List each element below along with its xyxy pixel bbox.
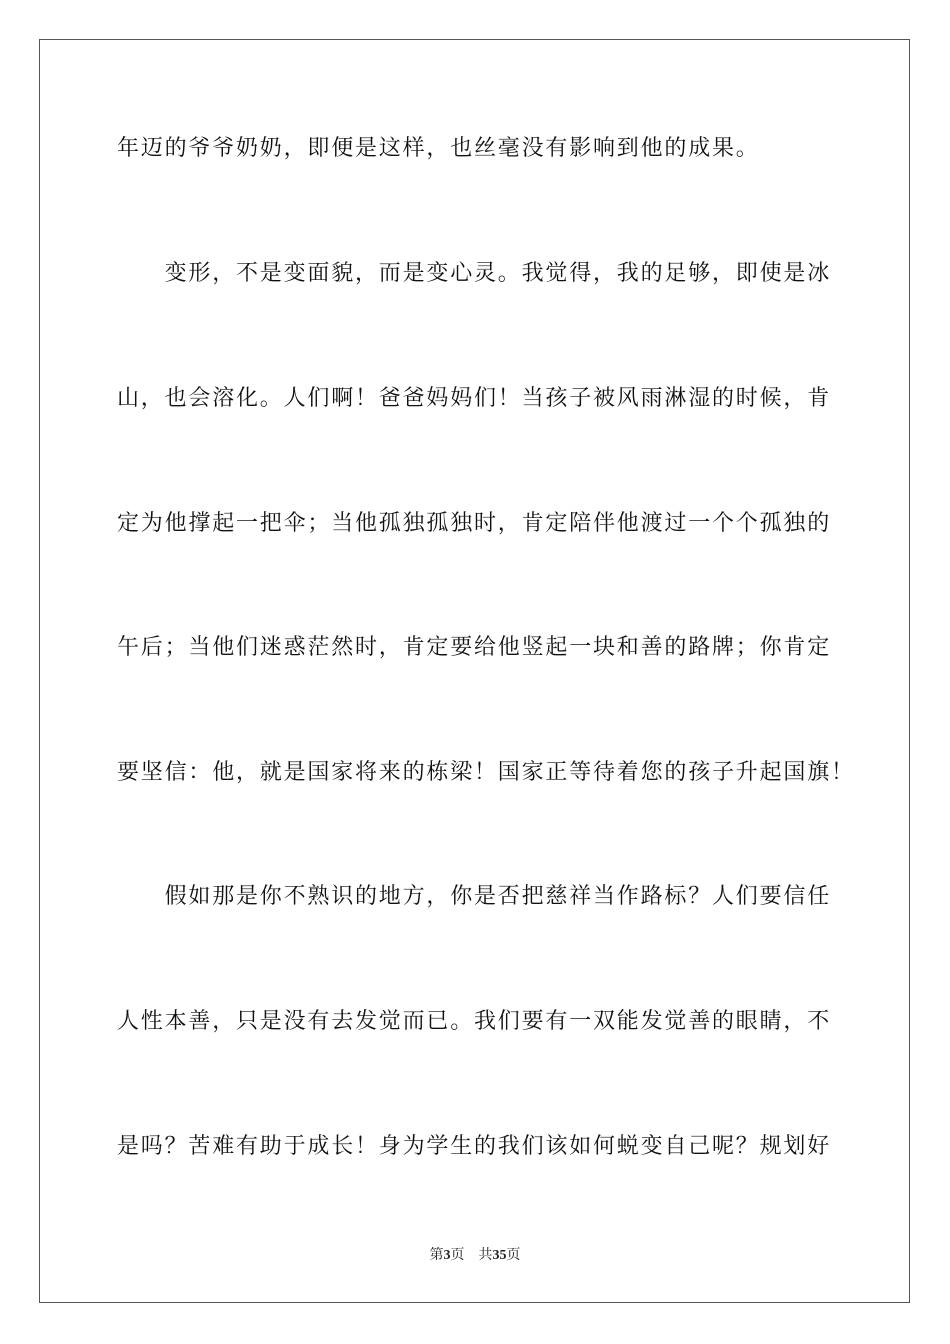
page-number-suffix: 页 bbox=[450, 1247, 465, 1263]
text-line-2: 变形，不是变面貌，而是变心灵。我觉得，我的足够，即使是冰 bbox=[117, 261, 832, 286]
page-footer bbox=[0, 1245, 950, 1266]
text-line-5: 午后；当他们迷惑茫然时，肯定要给他竖起一块和善的路牌；你肯定 bbox=[117, 635, 832, 660]
text-line-1: 年迈的爷爷奶奶，即便是这样，也丝毫没有影响到他的成果。 bbox=[117, 136, 760, 161]
text-line-9: 是吗？苦难有助于成长！身为学生的我们该如何蜕变自己呢？规划好 bbox=[117, 1134, 832, 1159]
page-number: 3 bbox=[443, 1248, 451, 1263]
text-line-4: 定为他撑起一把伞；当他孤独孤独时，肯定陪伴他渡过一个个孤独的 bbox=[117, 511, 832, 536]
total-pages: 35 bbox=[492, 1248, 507, 1263]
text-line-8: 人性本善，只是没有去发觉而已。我们要有一双能发觉善的眼睛，不 bbox=[117, 1009, 832, 1034]
total-pages-prefix: 共 bbox=[478, 1247, 493, 1263]
page-number-prefix: 第 bbox=[429, 1247, 444, 1263]
total-pages-suffix: 页 bbox=[506, 1247, 521, 1263]
text-line-7: 假如那是你不熟识的地方，你是否把慈祥当作路标？人们要信任 bbox=[117, 884, 832, 909]
text-line-3: 山，也会溶化。人们啊！爸爸妈妈们！当孩子被风雨淋湿的时候，肯 bbox=[117, 386, 832, 411]
page-border bbox=[39, 39, 910, 1303]
text-line-6: 要坚信：他，就是国家将来的栋梁！国家正等待着您的孩子升起国旗！ bbox=[117, 760, 855, 785]
